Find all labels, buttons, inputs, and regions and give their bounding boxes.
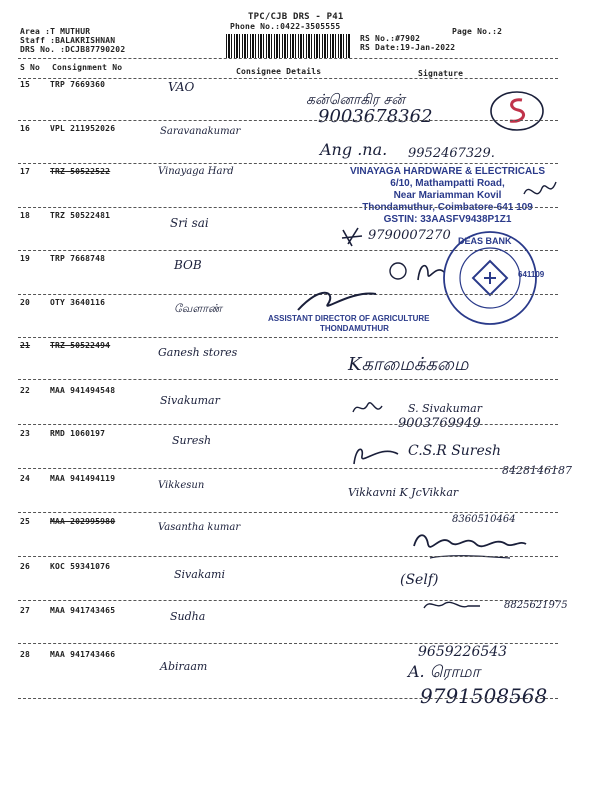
- row-phone: 9003769949: [398, 416, 481, 431]
- extra-phone: 9659226543: [418, 644, 508, 660]
- stamp-line: GSTIN: 33AASFV9438P1Z1: [383, 214, 512, 225]
- area-label: Area :T MUTHUR: [20, 27, 91, 36]
- signature-scribble: [292, 280, 382, 316]
- row-consignment: MAA 202995980: [50, 517, 116, 526]
- stamp-line: Near Mariamman Kovil: [393, 190, 502, 201]
- row-divider: [18, 468, 558, 469]
- header-divider-bottom: [18, 78, 558, 79]
- row-consignment: KOC 59341076: [50, 562, 111, 571]
- row-sign: Ang .na.: [320, 140, 388, 159]
- signature-scribble: [350, 398, 384, 418]
- row-consignment: TRP 7669360: [50, 80, 106, 89]
- row-sign: Kகாமைக்கமை: [348, 354, 469, 375]
- signature-scribble: [340, 226, 364, 248]
- row-consignment: VPL 211952026: [50, 124, 116, 133]
- row-divider: [18, 424, 558, 425]
- row-sno: 19: [20, 254, 31, 263]
- row-divider: [18, 294, 558, 295]
- row-consignee: BOB: [174, 258, 202, 272]
- row-consignment: MAA 941743466: [50, 650, 116, 659]
- row-consignment: TRP 7668748: [50, 254, 106, 263]
- row-sno: 17: [20, 167, 31, 176]
- row-consignee: Sivakumar: [160, 394, 220, 407]
- signature-scribble: [388, 258, 448, 284]
- row-consignee: Vasantha kumar: [158, 522, 241, 533]
- row-sno: 18: [20, 211, 31, 220]
- row-sno: 22: [20, 386, 31, 395]
- row-consignment: TRZ 50522481: [50, 211, 111, 220]
- row-phone: 8825621975: [504, 600, 568, 611]
- barcode: [226, 34, 350, 58]
- row-phone: 9003678362: [318, 106, 433, 127]
- row-consignment: RMD 1060197: [50, 429, 106, 438]
- stamp-line: VINAYAGA HARDWARE & ELECTRICALS: [349, 166, 546, 177]
- row-consignee: வேளாண்: [174, 302, 223, 315]
- row-consignment: MAA 941494119: [50, 474, 116, 483]
- row-phone: 8360510464: [452, 514, 516, 525]
- report-title: TPC/CJB DRS - P41: [248, 12, 344, 22]
- row-divider: [18, 698, 558, 699]
- staff-label: Staff :BALAKRISHNAN: [20, 36, 116, 45]
- row-sign: A. ரொமா: [408, 662, 481, 681]
- initial-s-mark: [488, 90, 546, 132]
- row-phone: 8428146187: [502, 464, 572, 477]
- row-consignment: OTY 3640116: [50, 298, 106, 307]
- row-sign: கன்னொகிர சன்: [306, 92, 405, 108]
- col-consignment: Consignment No: [52, 63, 123, 72]
- row-consignee: Saravanakumar: [160, 126, 241, 137]
- row-sno: 16: [20, 124, 31, 133]
- signature-scribble: [350, 440, 402, 468]
- row-divider: [18, 163, 558, 164]
- agri-stamp-line1: ASSISTANT DIRECTOR OF AGRICULTURE: [268, 314, 430, 323]
- rs-number: RS No.:#7902: [360, 34, 421, 43]
- signature-scribble: [520, 176, 560, 206]
- row-consignee: Ganesh stores: [158, 346, 238, 359]
- drs-number: DRS No. :DCJB87790202: [20, 45, 126, 54]
- row-sno: 21: [20, 341, 31, 350]
- row-consignment: TRZ 50522522: [50, 167, 111, 176]
- col-sno: S No: [20, 63, 41, 72]
- row-sno: 15: [20, 80, 31, 89]
- row-sno: 25: [20, 517, 31, 526]
- stamp-line: 6/10, Mathampatti Road,: [390, 178, 505, 189]
- row-consignee: Vikkesun: [158, 480, 205, 491]
- row-phone: 9790007270: [368, 228, 451, 243]
- row-phone: 9952467329.: [408, 146, 495, 161]
- row-sign: S. Sivakumar: [408, 402, 482, 415]
- row-consignment: MAA 941743465: [50, 606, 116, 615]
- signature-scribble: [420, 596, 484, 614]
- row-consignment: TRZ 50522494: [50, 341, 111, 350]
- row-consignee: Vinayaga Hard: [158, 166, 234, 177]
- row-sno: 26: [20, 562, 31, 571]
- row-sign: C.S.R Suresh: [408, 443, 501, 459]
- row-divider: [18, 337, 558, 338]
- row-sno: 23: [20, 429, 31, 438]
- row-phone: 9791508568: [420, 684, 548, 708]
- row-divider: [18, 120, 558, 121]
- row-consignee: Sri sai: [170, 216, 209, 230]
- row-sno: 27: [20, 606, 31, 615]
- rs-date: RS Date:19-Jan-2022: [360, 43, 456, 52]
- page-number: Page No.:2: [452, 27, 503, 36]
- row-consignment: MAA 941494548: [50, 386, 116, 395]
- row-consignee: Abiraam: [160, 660, 208, 673]
- col-consignee: Consignee Details: [236, 67, 322, 76]
- agri-stamp-line2: THONDAMUTHUR: [320, 324, 389, 333]
- stamp-line: Thondamuthur, Coimbatore-641 109: [362, 202, 533, 213]
- row-sign: (Self): [400, 572, 439, 588]
- row-divider: [18, 379, 558, 380]
- row-sno: 20: [20, 298, 31, 307]
- bank-seal-sub: 641109: [518, 270, 545, 279]
- row-divider: [18, 512, 558, 513]
- row-divider: [18, 207, 558, 208]
- bank-seal-text: DEAS BANK: [458, 236, 512, 246]
- header-divider: [18, 58, 558, 59]
- row-consignee: Suresh: [172, 434, 212, 447]
- col-signature: Signature: [418, 69, 464, 78]
- row-sign: Vikkavni K JcVikkar: [348, 486, 459, 499]
- row-sno: 24: [20, 474, 31, 483]
- row-consignee: Sudha: [170, 610, 206, 623]
- row-consignee: VAO: [168, 80, 195, 94]
- row-sno: 28: [20, 650, 31, 659]
- phone-number: Phone No.:0422-3505555: [230, 22, 341, 31]
- row-consignee: Sivakami: [174, 568, 225, 581]
- row-divider: [18, 556, 558, 557]
